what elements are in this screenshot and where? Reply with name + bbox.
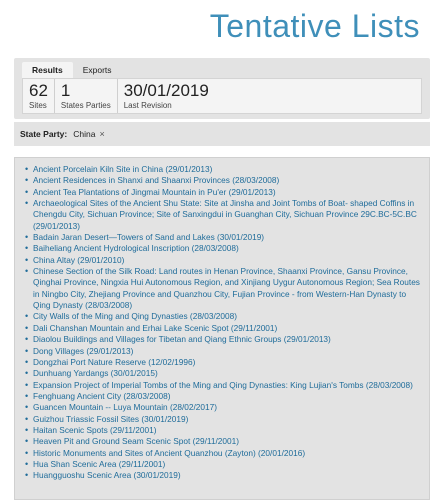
bullet-icon: •	[25, 254, 29, 265]
list-item	[25, 198, 423, 232]
list-item	[25, 425, 423, 436]
list-item	[25, 266, 423, 311]
list-item	[25, 391, 423, 402]
bullet-icon: •	[25, 198, 29, 209]
site-link[interactable]: Badain Jaran Desert—Towers of Sand and Lakes (30/01/2019)	[33, 232, 265, 243]
bullet-icon: •	[25, 175, 29, 186]
list-item	[25, 323, 423, 334]
list-item	[25, 164, 423, 175]
site-list	[15, 158, 429, 482]
site-link[interactable]: City Walls of the Ming and Qing Dynasties (28/03/2008)	[33, 311, 237, 322]
stat-last-revision-value: 30/01/2019	[123, 81, 209, 100]
site-link[interactable]: Guancen Mountain -- Luya Mountain (28/02/2017)	[33, 402, 218, 413]
list-item	[25, 448, 423, 459]
bullet-icon: •	[25, 356, 29, 367]
site-link[interactable]: Ancient Residences in Shanxi and Shaanxi Provinces (28/03/2008)	[33, 175, 280, 186]
bullet-icon: •	[25, 413, 29, 424]
tab-results[interactable]: Results	[22, 62, 73, 78]
stat-last-revision-label: Last Revision	[123, 101, 172, 110]
list-item	[25, 470, 423, 481]
bullet-icon: •	[25, 232, 29, 243]
filter-chip-value: China	[73, 129, 96, 139]
list-item	[25, 346, 423, 357]
site-link[interactable]: Dali Chanshan Mountain and Erhai Lake Scenic Spot (29/11/2001)	[33, 322, 278, 333]
site-link[interactable]: Guizhou Triassic Fossil Sites (30/01/2019)	[33, 413, 189, 424]
site-link[interactable]: Historic Monuments and Sites of Ancient Quanzhou (Zayton) (20/01/2016)	[33, 447, 306, 458]
bullet-icon: •	[25, 186, 29, 197]
filter-panel	[14, 122, 430, 146]
list-item	[25, 402, 423, 413]
stat-states-parties-value: 1	[60, 81, 71, 100]
site-link[interactable]: China Altay (29/01/2010)	[33, 254, 125, 265]
bullet-icon: •	[25, 368, 29, 379]
list-item	[25, 368, 423, 379]
site-link[interactable]: Hua Shan Scenic Area (29/11/2001)	[33, 458, 166, 469]
close-icon[interactable]: ×	[99, 129, 105, 139]
stat-sites	[23, 79, 55, 113]
site-link[interactable]: Ancient Porcelain Kiln Site in China (29/01/2013)	[33, 164, 213, 174]
stat-states-parties-label: States Parties	[60, 101, 111, 110]
stat-states-parties	[55, 79, 118, 113]
stats-box	[22, 78, 422, 114]
site-link[interactable]: Huangguoshu Scenic Area (30/01/2019)	[33, 470, 181, 481]
site-link[interactable]: Archaeological Sites of the Ancient Shu State: Site at Jinsha and Joint Tombs of Boat- shaped Coffins in Chengdu City, Sichuan Province; Site of Sanxingdui in Guanghan City, Sichuan Province 29C.BC-5C.BC (29/01/2013)	[33, 198, 417, 231]
list-item	[25, 175, 423, 186]
site-link[interactable]: Dong Villages (29/01/2013)	[33, 345, 134, 356]
stat-sites-value: 62	[29, 81, 48, 100]
bullet-icon: •	[25, 424, 29, 435]
site-link[interactable]: Expansion Project of Imperial Tombs of the Ming and Qing Dynasties: King Lujian's Tombs (28/03/2008)	[33, 379, 413, 390]
bullet-icon: •	[25, 311, 29, 322]
list-item	[25, 255, 423, 266]
bullet-icon: •	[25, 266, 29, 277]
results-tabs-panel	[14, 58, 430, 119]
bullet-icon: •	[25, 390, 29, 401]
list-item	[25, 436, 423, 447]
list-item	[25, 380, 423, 391]
bullet-icon: •	[25, 458, 29, 469]
filter-label: State Party:	[20, 129, 68, 139]
list-item	[25, 243, 423, 254]
stat-last-revision	[118, 79, 215, 113]
filter-chip-china	[73, 129, 104, 139]
bullet-icon: •	[25, 334, 29, 345]
site-link[interactable]: Baiheliang Ancient Hydrological Inscription (28/03/2008)	[33, 243, 239, 254]
stat-sites-label: Sites	[29, 101, 47, 110]
site-link[interactable]: Dongzhai Port Nature Reserve (12/02/1996)	[33, 356, 196, 367]
site-link[interactable]: Diaolou Buildings and Villages for Tibetan and Qiang Ethnic Groups (29/01/2013)	[33, 334, 331, 345]
site-link[interactable]: Chinese Section of the Silk Road: Land routes in Henan Province, Shaanxi Province, Gansu Province, Qinghai Province, Ningxia Hui Autonomous Region, and Xinjiang Uygur Autonomous Region; Sea Routes in Ningbo City, Zhejiang Province and Quanzhou City, Fujian Province - from Western-Han Dynasty to Qing Dynasty (28/03/2008)	[33, 266, 420, 311]
tab-bar	[22, 62, 122, 78]
list-item	[25, 459, 423, 470]
bullet-icon: •	[25, 322, 29, 333]
bullet-icon: •	[25, 345, 29, 356]
bullet-icon: •	[25, 470, 29, 481]
list-item	[25, 232, 423, 243]
list-item	[25, 414, 423, 425]
list-item	[25, 311, 423, 322]
bullet-icon: •	[25, 379, 29, 390]
bullet-icon: •	[25, 164, 29, 174]
list-item	[25, 187, 423, 198]
bullet-icon: •	[25, 243, 29, 254]
page-title: Tentative Lists	[209, 8, 420, 44]
list-item	[25, 334, 423, 345]
site-link[interactable]: Ancient Tea Plantations of Jingmai Mountain in Pu'er (29/01/2013)	[33, 186, 276, 197]
list-item	[25, 357, 423, 368]
tab-exports[interactable]: Exports	[82, 65, 112, 75]
site-link[interactable]: Heaven Pit and Ground Seam Scenic Spot (29/11/2001)	[33, 436, 240, 447]
bullet-icon: •	[25, 447, 29, 458]
results-panel	[14, 157, 430, 500]
site-link[interactable]: Fenghuang Ancient City (28/03/2008)	[33, 390, 171, 401]
bullet-icon: •	[25, 436, 29, 447]
bullet-icon: •	[25, 402, 29, 413]
site-link[interactable]: Dunhuang Yardangs (30/01/2015)	[33, 368, 158, 379]
site-link[interactable]: Haitan Scenic Spots (29/11/2001)	[33, 424, 157, 435]
